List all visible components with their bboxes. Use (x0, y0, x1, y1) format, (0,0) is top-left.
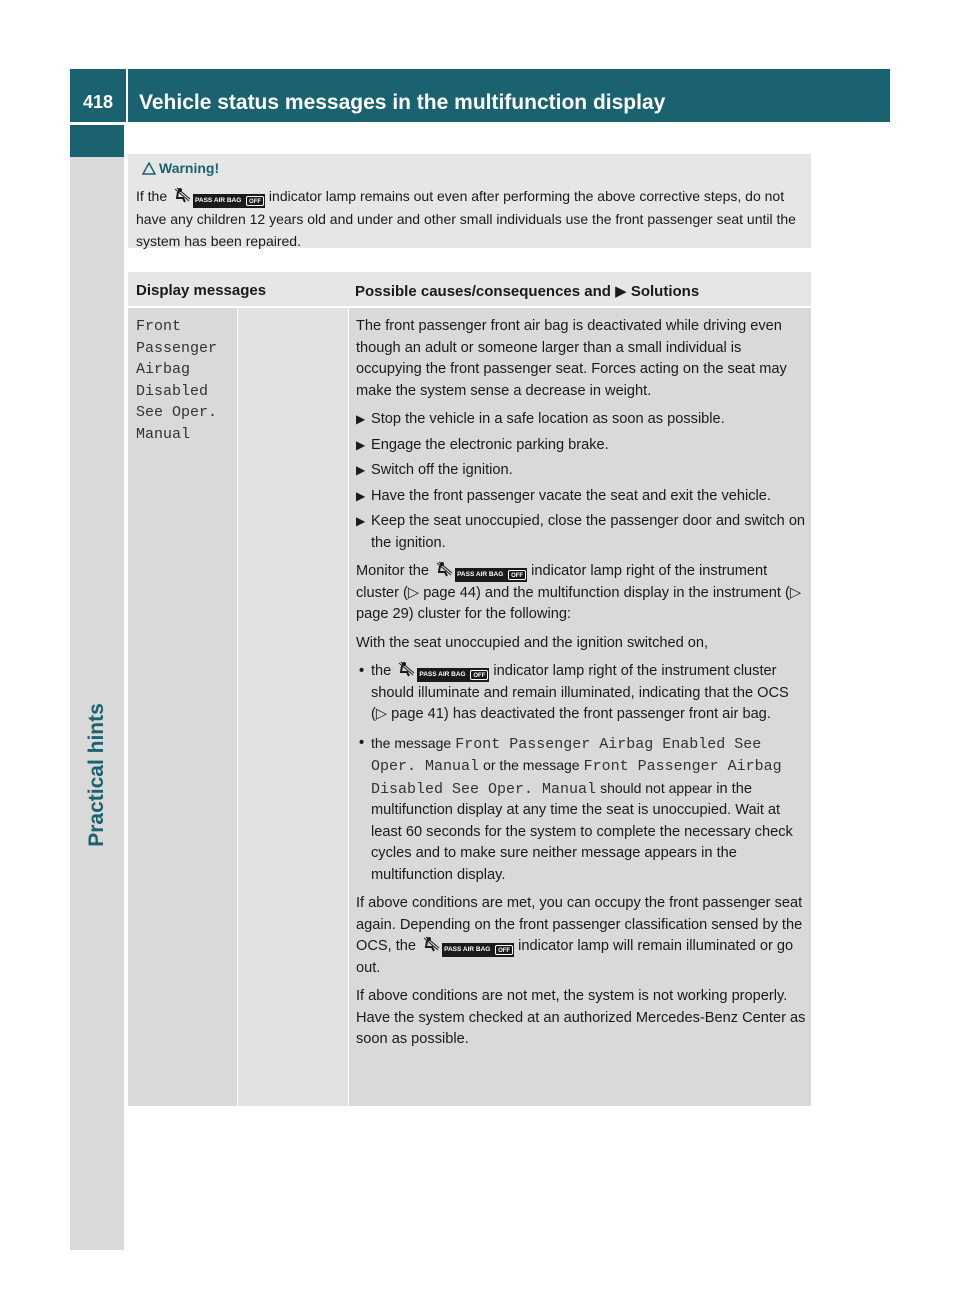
message-line: Disabled (136, 382, 209, 400)
table-header (128, 272, 811, 306)
bullet-text-start: the (371, 663, 392, 679)
page-reference[interactable]: page 44 (423, 584, 476, 601)
conditions-not-met-paragraph: If above conditions are not met, the system is not working properly. Have the system checked at an authorized Mercedes-Benz Center as soon as possible. (356, 988, 806, 1047)
bullet-text: should not appear (600, 779, 713, 796)
solutions-column (349, 308, 811, 1106)
airbag-off-icon (193, 194, 265, 208)
solutions-content (356, 316, 806, 1058)
step-text: Have the front passenger vacate the seat and exit the vehicle. (371, 487, 771, 504)
solution-arrow-icon: ▶ (615, 283, 627, 300)
bullet-icon: • (359, 734, 365, 751)
airbag-off-badge: OFF (508, 570, 526, 580)
bullet-text-mid: indicator lamp right of the instrument cluster should illuminate and remain illuminated, indicating that the OCS ( (371, 663, 789, 722)
step-text: Switch off the ignition. (371, 462, 513, 478)
step-text: Keep the seat unoccupied, close the passenger door and switch on the ignition. (371, 513, 806, 551)
warning-text-end: indicator lamp remains out even after performing the above corrective steps, do not have any children 12 years old and under and other small individuals use the front passenger seat until the system has been repaired. (136, 188, 796, 249)
airbag-off-icon (417, 668, 489, 682)
step-item (356, 409, 806, 431)
airbag-off-badge: OFF (246, 196, 264, 206)
step-item (356, 486, 806, 508)
bullet-text: the message (371, 734, 452, 751)
step-text: Stop the vehicle in a safe location as soon as possible. (371, 411, 725, 427)
page-ref-icon: ▷ (789, 584, 802, 601)
airbag-off-icon (442, 943, 514, 957)
display-message-inline: Front Passenger Airbag Disabled See Oper. Manual (371, 758, 782, 798)
page-title: Vehicle status messages in the multifunction display (139, 91, 666, 114)
message-line: Airbag (136, 361, 191, 378)
monitor-text-start: Monitor the (356, 563, 430, 579)
bullet-text-end: ) has deactivated the front passenger front air bag. (443, 706, 771, 722)
airbag-off-badge: OFF (470, 670, 488, 680)
airbag-off-text: PASS AIR BAG (419, 671, 466, 678)
bullet-text: or the message (483, 757, 580, 773)
message-column (128, 308, 237, 1106)
page-reference[interactable]: page 29 (356, 606, 409, 622)
step-arrow-icon: ▶ (356, 437, 366, 452)
step-item (356, 435, 806, 457)
bullet-icon: • (359, 663, 365, 679)
message-line: Manual (136, 425, 191, 443)
conditions-met-text-start: If above conditions are met, you can occupy the front passenger seat again. Depending on the front passenger classification sensed by the OCS, the (356, 895, 803, 954)
condition-paragraph: With the seat unoccupied and the ignition switched on, (356, 634, 709, 651)
step-item (356, 460, 806, 482)
conditions-met-text-end: indicator lamp will remain illuminated or go out. (356, 938, 794, 976)
passenger-seat-icon (435, 561, 453, 577)
monitor-text-end: ) cluster for the following: (408, 606, 571, 622)
airbag-off-badge: OFF (495, 945, 513, 955)
column-header-solutions-start: Possible causes/consequences and (355, 283, 611, 300)
airbag-off-icon (455, 568, 527, 582)
bullet-item (356, 733, 806, 887)
step-arrow-icon: ▶ (356, 488, 366, 503)
side-tab-marker (70, 125, 124, 157)
warning-triangle-icon (142, 162, 156, 175)
intro-paragraph: The front passenger front air bag is deactivated while driving even though an adult or someone larger than a small individual is occupying the front passenger seat. Forces acting on the seat may make the system sense a decrease in weight. (356, 318, 787, 399)
message-line: See Oper. (136, 404, 218, 421)
column-header-solutions (355, 282, 699, 300)
warning-text (136, 185, 806, 252)
side-tab-label: Practical hints (85, 703, 108, 847)
passenger-seat-icon (422, 936, 440, 952)
warning-text-start: If the (136, 188, 168, 204)
page-ref-icon: ▷ (407, 584, 424, 601)
page-reference[interactable]: page 41 (391, 706, 444, 722)
bullet-text: in the multifunction display at any time the seat is unoccupied. Wait at least 60 seconds for the system to complete the necessary check cycles and to make sure neither message appears in the multifunction display. (371, 780, 793, 883)
conditions-met-paragraph (356, 893, 806, 979)
empty-column (238, 308, 348, 1106)
step-arrow-icon: ▶ (356, 463, 366, 477)
message-line: Front (136, 318, 182, 335)
monitor-paragraph (356, 561, 806, 626)
monitor-text-mid: indicator lamp right of the instrument cluster ( (356, 563, 768, 601)
column-header-messages: Display messages (136, 282, 267, 299)
page-header (70, 69, 890, 122)
header-divider (126, 69, 128, 122)
airbag-off-text: PASS AIR BAG (444, 946, 491, 953)
airbag-off-text: PASS AIR BAG (457, 571, 504, 578)
bullet-item (356, 661, 806, 726)
passenger-seat-icon (397, 661, 415, 677)
step-arrow-icon: ▶ (356, 514, 366, 528)
page-ref-icon: ▷ (375, 706, 392, 722)
airbag-off-text: PASS AIR BAG (195, 197, 242, 204)
page-number: 418 (82, 92, 114, 112)
step-arrow-icon: ▶ (356, 412, 366, 426)
step-text: Engage the electronic parking brake. (371, 436, 609, 453)
warning-title: Warning! (159, 160, 220, 176)
message-line: Passenger (136, 339, 218, 357)
monitor-text-mid2: ) and the multifunction display in the instrument ( (475, 584, 790, 601)
column-header-solutions-end: Solutions (630, 283, 700, 300)
step-item (356, 511, 806, 554)
warning-box (128, 154, 811, 248)
display-message-inline: Front Passenger Airbag Enabled See Oper. Manual (371, 735, 762, 775)
display-message (136, 316, 217, 445)
warning-heading (142, 160, 219, 176)
passenger-seat-icon (173, 187, 191, 203)
side-tab (70, 125, 124, 1250)
